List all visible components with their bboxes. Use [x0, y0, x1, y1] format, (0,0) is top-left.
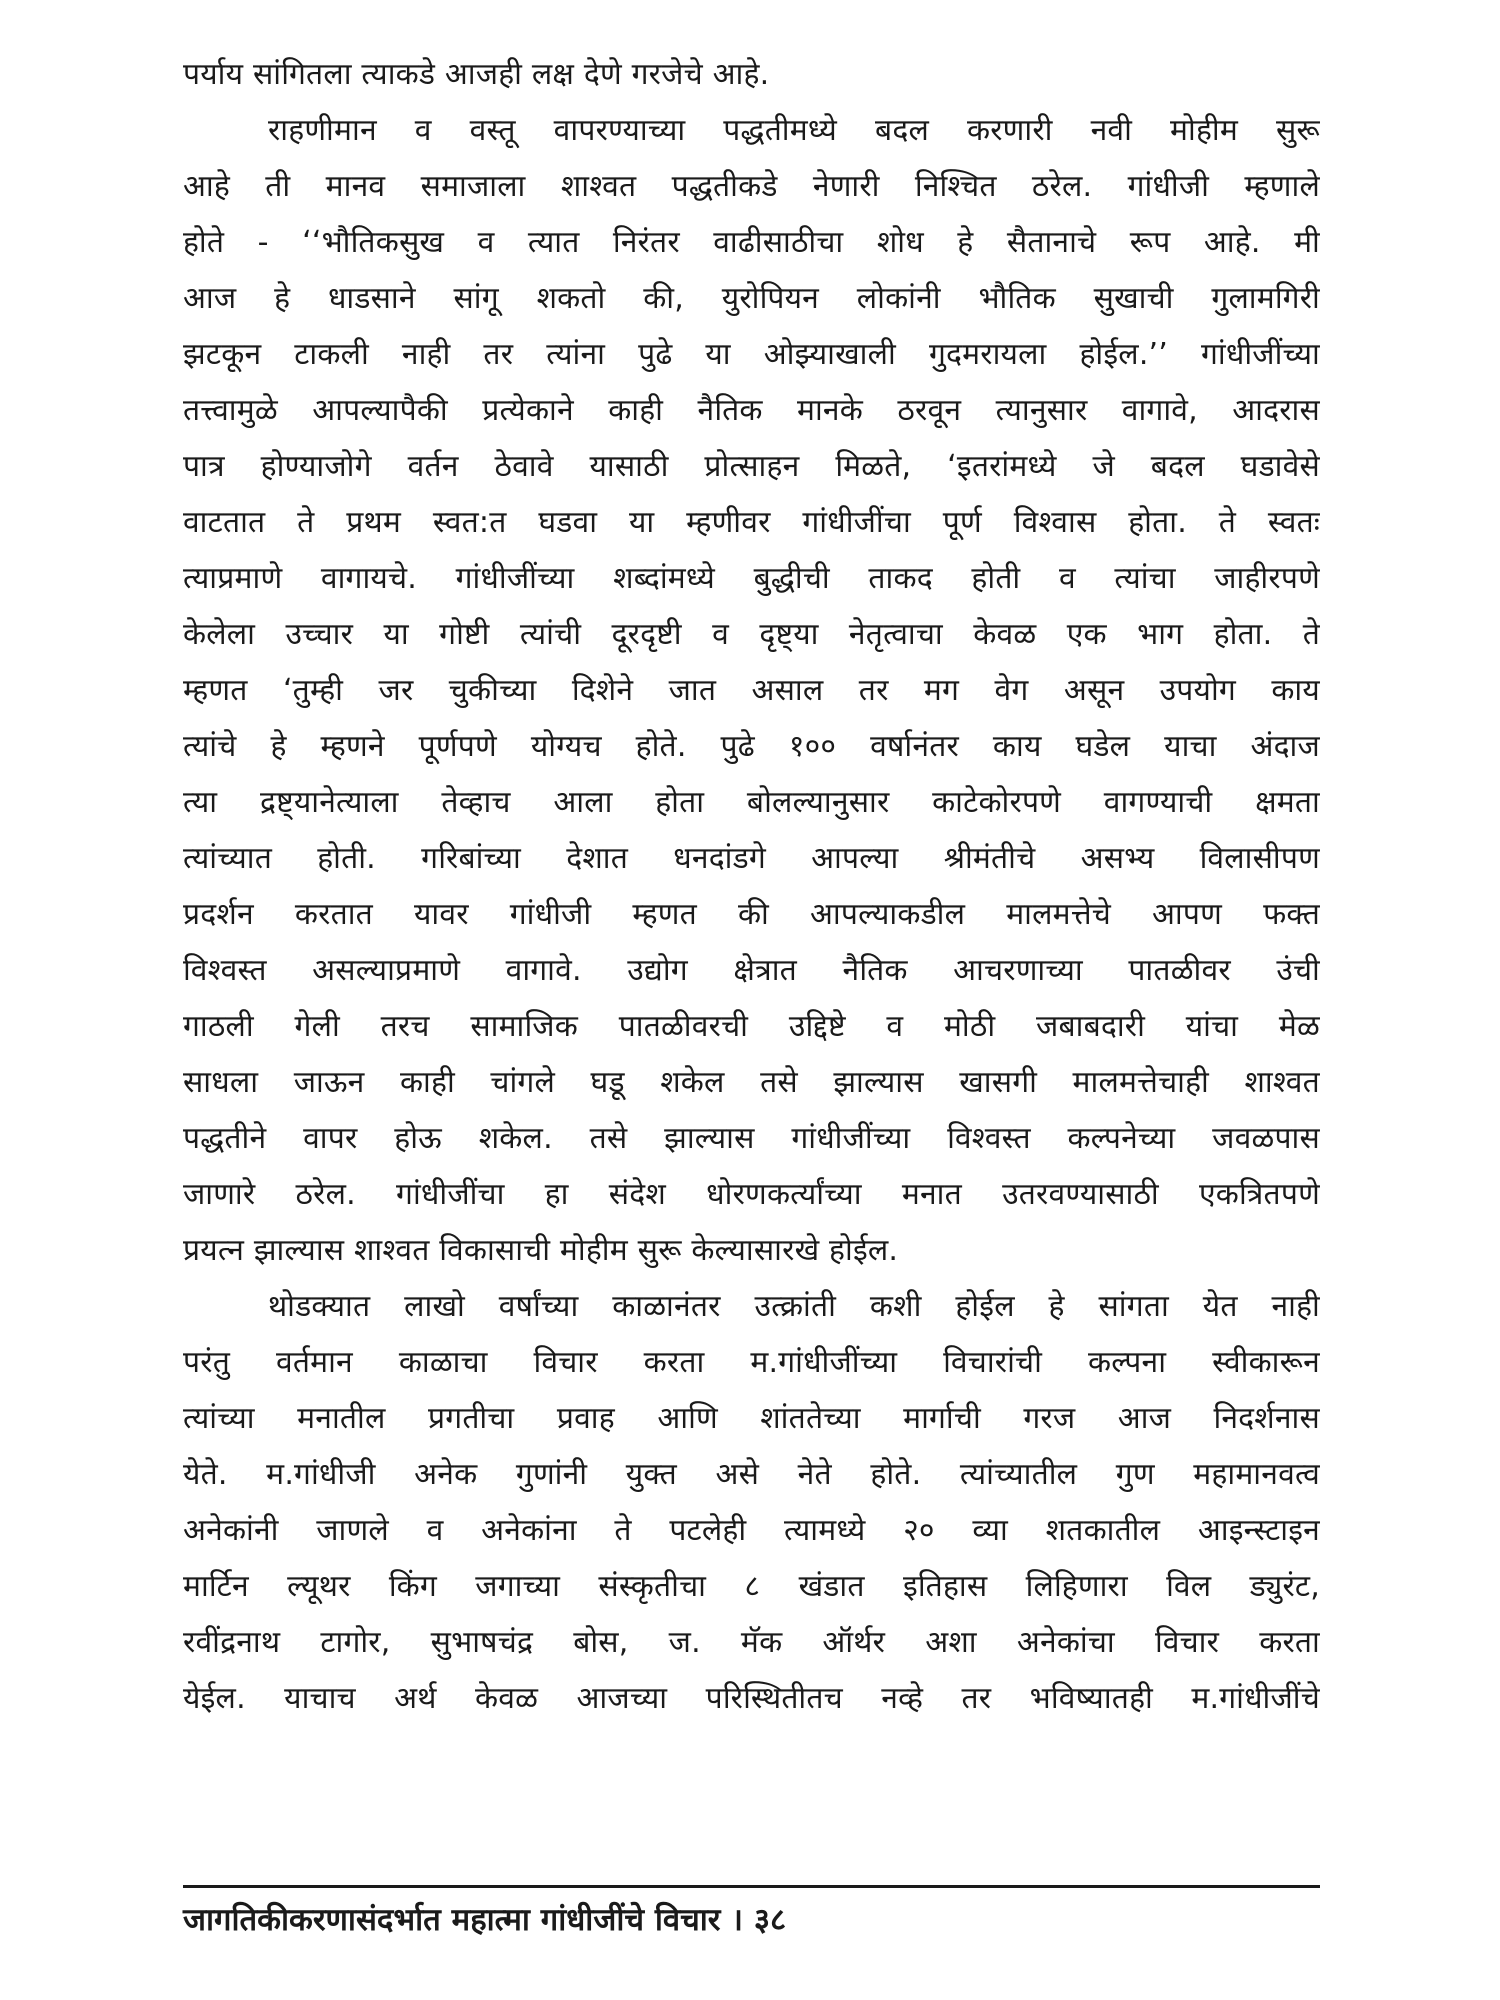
- text-line-25: त्यांच्या मनातील प्रगतीचा प्रवाह आणि शांततेच्या मार्गाची गरज आज निदर्शनास: [183, 1401, 1320, 1436]
- text-line-24: परंतु वर्तमान काळाचा विचार करता म.गांधीजींच्या विचारांची कल्पना स्वीकारून: [183, 1345, 1320, 1380]
- text-line-13: त्यांचे हे म्हणने पूर्णपणे योग्यच होते. पुढे १०० वर्षानंतर काय घडेल याचा अंदाज: [183, 729, 1320, 764]
- text-line-10: त्याप्रमाणे वागायचे. गांधीजींच्या शब्दांमध्ये बुद्धीची ताकद होती व त्यांचा जाहीरपणे: [183, 561, 1320, 596]
- text-line-3: आहे ती मानव समाजाला शाश्वत पद्धतीकडे नेणारी निश्चित ठरेल. गांधीजी म्हणाले: [183, 169, 1320, 204]
- text-line-6: झटकून टाकली नाही तर त्यांना पुढे या ओझ्याखाली गुदमरायला होईल.’’ गांधीजींच्या: [183, 337, 1320, 372]
- text-line-15: त्यांच्यात होती. गरिबांच्या देशात धनदांडगे आपल्या श्रीमंतीचे असभ्य विलासीपण: [183, 841, 1320, 876]
- text-line-7: तत्त्वामुळे आपल्यापैकी प्रत्येकाने काही नैतिक मानके ठरवून त्यानुसार वागावे, आदरास: [183, 393, 1320, 428]
- text-line-1: पर्याय सांगितला त्याकडे आजही लक्ष देणे गरजेचे आहे.: [183, 57, 770, 92]
- text-line-16: प्रदर्शन करतात यावर गांधीजी म्हणत की आपल्याकडील मालमत्तेचे आपण फक्त: [183, 897, 1320, 932]
- text-line-8: पात्र होण्याजोगे वर्तन ठेवावे यासाठी प्रोत्साहन मिळते, ‘इतरांमध्ये जे बदल घडावेसे: [183, 449, 1320, 484]
- text-line-4: होते - ‘‘भौतिकसुख व त्यात निरंतर वाढीसाठीचा शोध हे सैतानाचे रूप आहे. मी: [183, 225, 1320, 260]
- text-line-2: राहणीमान व वस्तू वापरण्याच्या पद्धतीमध्ये बदल करणारी नवी मोहीम सुरू: [268, 113, 1320, 148]
- footer-divider: [183, 1885, 1320, 1888]
- text-line-14: त्या द्रष्ट्यानेत्याला तेव्हाच आला होता बोलल्यानुसार काटेकोरपणे वागण्याची क्षमता: [183, 785, 1320, 820]
- text-line-22: प्रयत्न झाल्यास शाश्वत विकासाची मोहीम सुरू केल्यासारखे होईल.: [183, 1233, 899, 1268]
- text-line-27: अनेकांनी जाणले व अनेकांना ते पटलेही त्यामध्ये २० व्या शतकातील आइन्स्टाइन: [183, 1513, 1320, 1548]
- text-line-11: केलेला उच्चार या गोष्टी त्यांची दूरदृष्टी व दृष्ट्या नेतृत्वाचा केवळ एक भाग होता. ते: [183, 617, 1320, 652]
- text-line-30: येईल. याचाच अर्थ केवळ आजच्या परिस्थितीतच नव्हे तर भविष्यातही म.गांधीजींचे: [183, 1681, 1320, 1716]
- text-line-20: पद्धतीने वापर होऊ शकेल. तसे झाल्यास गांधीजींच्या विश्वस्त कल्पनेच्या जवळपास: [183, 1121, 1320, 1156]
- text-line-21: जाणारे ठरेल. गांधीजींचा हा संदेश धोरणकर्त्यांच्या मनात उतरवण्यासाठी एकत्रितपणे: [183, 1177, 1320, 1212]
- text-line-28: मार्टिन ल्यूथर किंग जगाच्या संस्कृतीचा ८ खंडात इतिहास लिहिणारा विल ड्युरंट,: [183, 1569, 1320, 1604]
- text-line-12: म्हणत ‘तुम्ही जर चुकीच्या दिशेने जात असाल तर मग वेग असून उपयोग काय: [183, 673, 1320, 708]
- text-line-23: थोडक्यात लाखो वर्षांच्या काळानंतर उत्क्रांती कशी होईल हे सांगता येत नाही: [268, 1289, 1320, 1324]
- running-footer: जागतिकीकरणासंदर्भात महात्मा गांधीजींचे विचार । ३८: [183, 1902, 787, 1938]
- text-line-17: विश्वस्त असल्याप्रमाणे वागावे. उद्योग क्षेत्रात नैतिक आचरणाच्या पातळीवर उंची: [183, 953, 1320, 988]
- text-line-26: येते. म.गांधीजी अनेक गुणांनी युक्त असे नेते होते. त्यांच्यातील गुण महामानवत्व: [183, 1457, 1320, 1492]
- text-line-9: वाटतात ते प्रथम स्वत:त घडवा या म्हणीवर गांधीजींचा पूर्ण विश्वास होता. ते स्वतः: [183, 505, 1320, 540]
- text-line-5: आज हे धाडसाने सांगू शकतो की, युरोपियन लोकांनी भौतिक सुखाची गुलामगिरी: [183, 281, 1320, 316]
- text-line-29: रवींद्रनाथ टागोर, सुभाषचंद्र बोस, ज. मॅक ऑर्थर अशा अनेकांचा विचार करता: [183, 1625, 1320, 1660]
- text-line-18: गाठली गेली तरच सामाजिक पातळीवरची उद्दिष्टे व मोठी जबाबदारी यांचा मेळ: [183, 1009, 1320, 1044]
- text-line-19: साधला जाऊन काही चांगले घडू शकेल तसे झाल्यास खासगी मालमत्तेचाही शाश्वत: [183, 1065, 1320, 1100]
